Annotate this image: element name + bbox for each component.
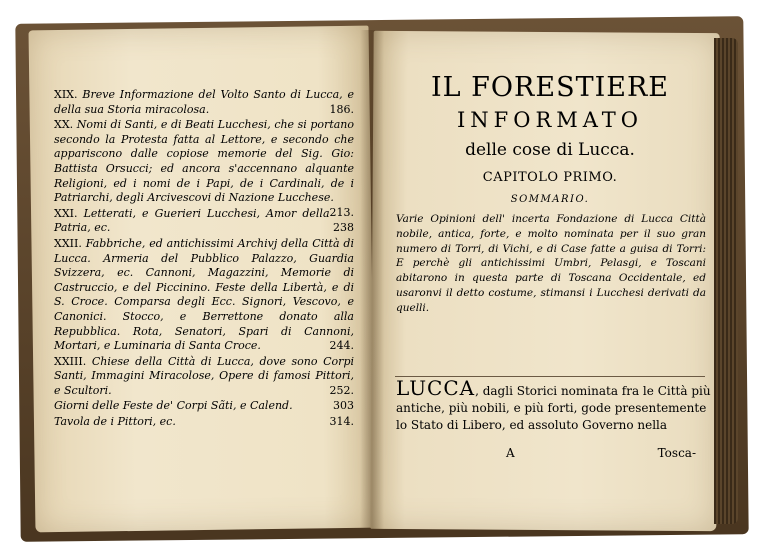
signature-mark: A: [506, 446, 515, 460]
toc-page: 238: [333, 221, 354, 235]
chapter-summary: Varie Opinioni dell' incerta Fondazione di Lucca Città nobile, antica, forte, e molto nominata per il suo gran numero di Torri, di Vichi, e di Case fatte a guisa di Torri: E perchè gli antichissimi Umbri, Pelasgi, e Toscani abitarono in questa parte di Toscana Occidentale, ed usaronvi il detto costume, stimansi i Lucchesi derivati da quelli.: [396, 213, 706, 314]
toc-page: 213.: [329, 205, 354, 219]
toc-page: 314.: [329, 415, 354, 429]
title-line-1: IL FORESTIERE: [430, 72, 669, 103]
toc-text: Fabbriche, ed antichissimi Archivj della Città di Lucca. Armeria del Pubblico Palazzo, Guardia Svizzera, ec. Cannoni, Magazzini, Memorie di Castruccio, e del Piccinino. Feste della Libertà, e di S. Croce. Comparsa degli Ecc. Signori, Vescovo, e Canonici. Stocco, e Berrettone donato alla Repubblica. Rota, Senatori, Spari di Cannoni, Mortari, e Luminaria di Santa Croce.: [54, 236, 354, 353]
title-line-2: INFORMATO: [456, 108, 643, 132]
toc-page: 244.: [329, 339, 354, 353]
toc-entry: [54, 237, 354, 354]
toc-text: Giorni delle Feste de' Corpi Sãti, e Calend.: [54, 399, 293, 413]
toc-number: XXI.: [54, 206, 78, 220]
toc-entry: [54, 88, 354, 117]
toc-number: XXIII.: [54, 354, 87, 368]
toc-page: 303: [333, 399, 354, 413]
toc-text: Chiese della Città di Lucca, dove sono Corpi Santi, Immagini Miracolose, Opere di famosi Pittori, e Scultori.: [54, 354, 354, 397]
toc-entry: [54, 355, 354, 399]
title-line-3: delle cose di Lucca.: [465, 140, 635, 160]
table-of-contents: [54, 88, 354, 431]
body-paragraph: [396, 376, 714, 434]
toc-text: Nomi di Santi, e di Beati Lucchesi, che si portano secondo la Protesta fatta al Lettore, e secondo che appariscono dalle copiose memorie del Sig. Gio: Battista Orsucci; ed ancora s'accennano alquante Religioni, ed i nomi de i Papi, de i Cardinali, de i Patriarchi, degli Arcivescovi di Nazione Lucchese.: [54, 118, 354, 205]
summary-heading: SOMMARIO.: [510, 194, 590, 205]
catchword: Tosca-: [657, 446, 696, 460]
toc-number: XX.: [54, 118, 74, 132]
toc-number: XXII.: [54, 236, 82, 250]
toc-text: Letterati, e Guerieri Lucchesi, Amor della Patria, ec.: [54, 206, 330, 235]
toc-page: 186.: [329, 102, 354, 116]
toc-text: Breve Informazione del Volto Santo di Lucca, e della sua Storia miracolosa.: [54, 88, 355, 116]
dropcap-word: LUCCA: [396, 376, 476, 400]
toc-entry: [54, 207, 354, 236]
toc-number: XIX.: [54, 88, 78, 101]
body-text: , dagli Storici nominata fra le Città più antiche, più nobili, e più forti, gode presentemente lo Stato di Libero, ed assoluto Governo nella: [396, 384, 711, 432]
toc-page: 252.: [329, 383, 354, 397]
toc-entry: [54, 415, 354, 430]
chapter-heading: CAPITOLO PRIMO.: [482, 170, 618, 185]
book-gutter: [360, 30, 384, 530]
toc-text: Tavola de i Pittori, ec.: [54, 415, 176, 429]
toc-entry: [54, 399, 354, 414]
